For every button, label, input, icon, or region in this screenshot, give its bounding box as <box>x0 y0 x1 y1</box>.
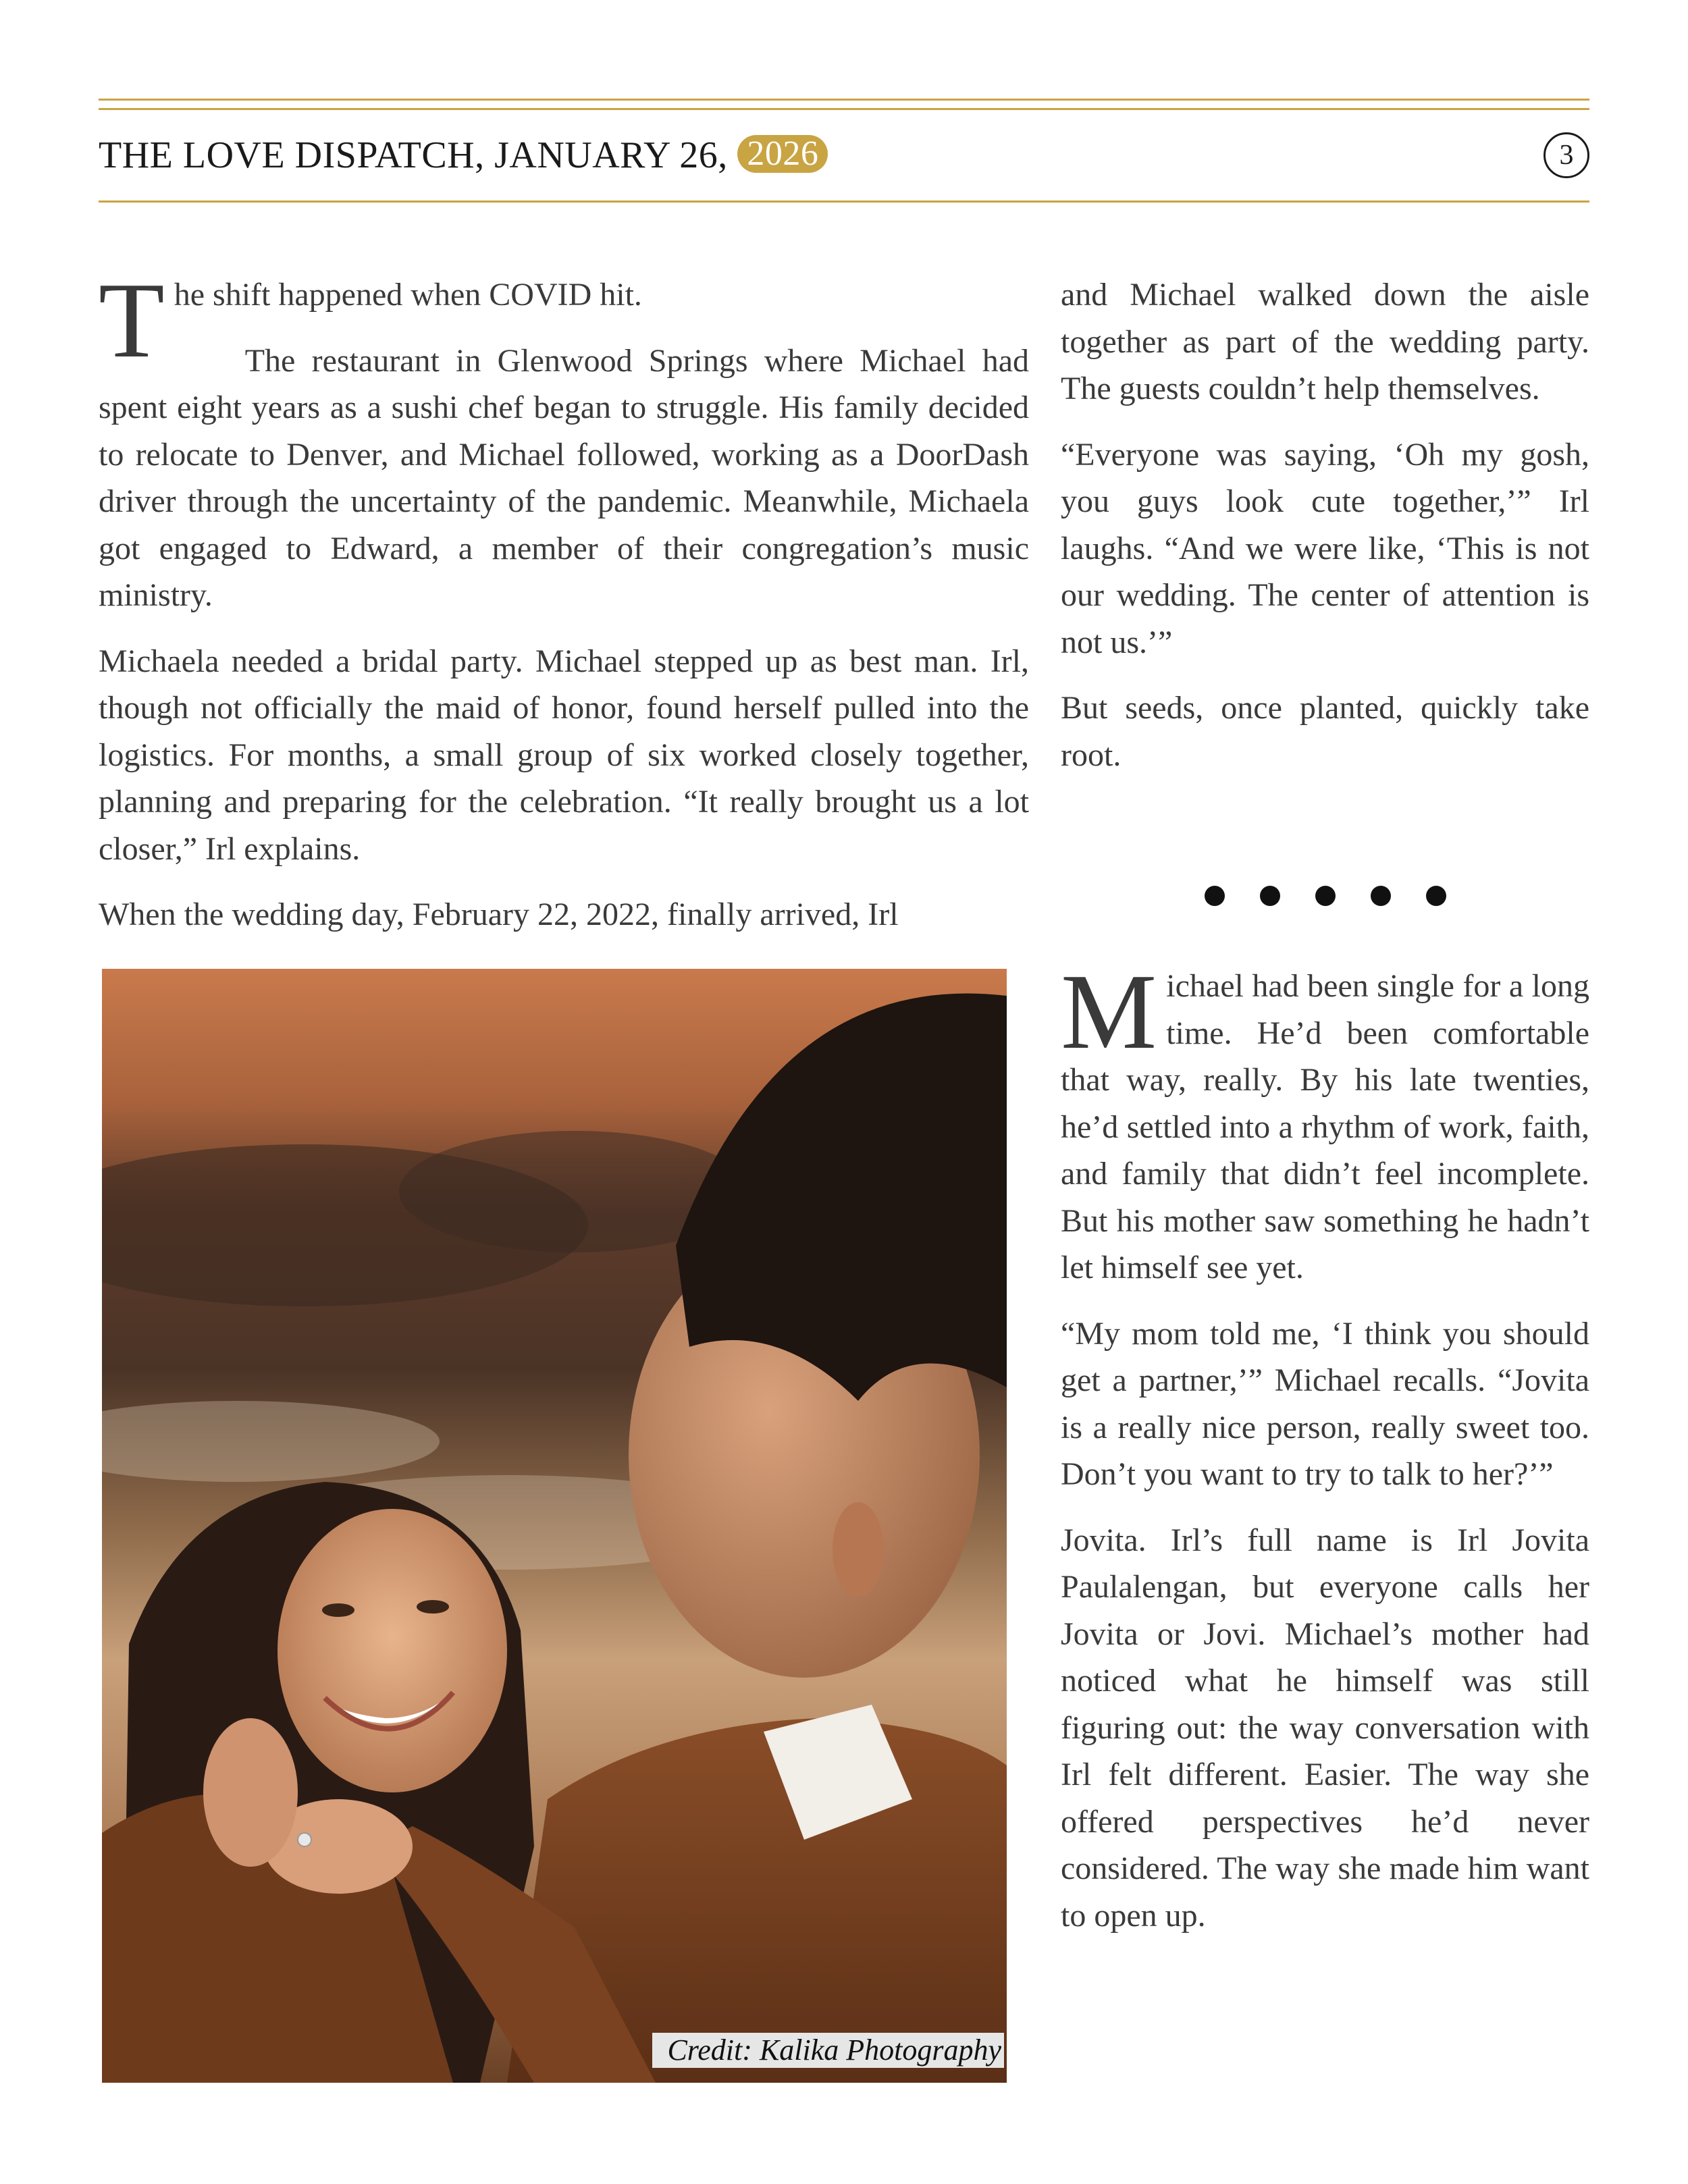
paragraph-intro-text: he shift happened when COVID hit. <box>174 277 642 313</box>
paragraph-mom-quote: “My mom told me, ‘I think you should get a partner,’” Michael recalls. “Jovita is a really nice person, really sweet too. Don’t you want to try to talk to her?’” <box>1061 1315 1589 1492</box>
paragraph-restaurant: The restaurant in Glenwood Springs where Michael had spent eight years as a sushi chef began to struggle. His family decided to relocate to Denver, and Michael followed, working as a DoorDash driver through the uncertainty of the pandemic. Meanwhile, Michaela got engaged to Edward, a member of their congregation’s music ministry. <box>99 342 1029 613</box>
paragraph-seeds: But seeds, once planted, quickly take root. <box>1061 690 1589 773</box>
year-badge: 2026 <box>737 135 828 173</box>
paragraph-intro <box>99 260 1029 380</box>
paragraph-single-text: ichael had been single for a long time. He’d been comfortable that way, really. By his late twenties, he’d settled into a rhythm of work, faith, and family that didn’t feel incomplete. But his mother saw something he hadn’t let himself see yet. <box>1061 968 1589 1285</box>
paragraph-guests-quote: “Everyone was saying, ‘Oh my gosh, you guys look cute together,’” Irl laughs. “And we were like, ‘This is not our wedding. The center of attention is not us.’” <box>1061 436 1589 660</box>
header-bottom-rule <box>99 201 1589 203</box>
page-number-badge: 3 <box>1544 132 1589 178</box>
paragraph-wedding-day: When the wedding day, February 22, 2022, finally arrived, Irl <box>99 897 899 932</box>
paragraph-bridal-party: Michaela needed a bridal party. Michael stepped up as best man. Irl, though not officially the maid of honor, found herself pulled into the logistics. For months, a small group of six worked closely together, planning and preparing for the celebration. “It really brought us a lot closer,” Irl explains. <box>99 643 1029 867</box>
ornament-dot <box>1371 886 1391 906</box>
paragraph-jovita: Jovita. Irl’s full name is Irl Jovita Paulalengan, but everyone calls her Jovita or Jovi. Michael’s mother had noticed what he himself was still figuring out: the way conversation with Irl felt different. Easier. The way she offered perspectives he’d never considered. The way she made him want to open up. <box>1061 1522 1589 1934</box>
page-header <box>99 128 1589 182</box>
couple-photo <box>102 969 1007 2083</box>
dropcap-t: T <box>99 260 165 380</box>
section-break-ornament <box>1061 886 1589 918</box>
ornament-dot <box>1315 886 1336 906</box>
header-top-rule <box>99 99 1589 101</box>
ornament-dot <box>1205 886 1225 906</box>
masthead <box>99 128 828 182</box>
photo-credit: Credit: Kalika Photography <box>652 2033 1004 2068</box>
ornament-dot <box>1260 886 1280 906</box>
ornament-dot <box>1426 886 1446 906</box>
paragraph-aisle: and Michael walked down the aisle together as part of the wedding party. The guests couldn’t help themselves. <box>1061 277 1589 406</box>
paragraph-single <box>1061 951 1589 1291</box>
article-right-column-top <box>1061 271 1589 797</box>
header-second-rule <box>99 108 1589 110</box>
couple-photo-illustration <box>102 969 1007 2083</box>
article-left-column <box>99 260 1029 957</box>
masthead-title: THE LOVE DISPATCH, JANUARY 26, <box>99 134 728 176</box>
article-right-column-bottom <box>1061 951 1589 1958</box>
dropcap-m: M <box>1061 951 1157 1071</box>
